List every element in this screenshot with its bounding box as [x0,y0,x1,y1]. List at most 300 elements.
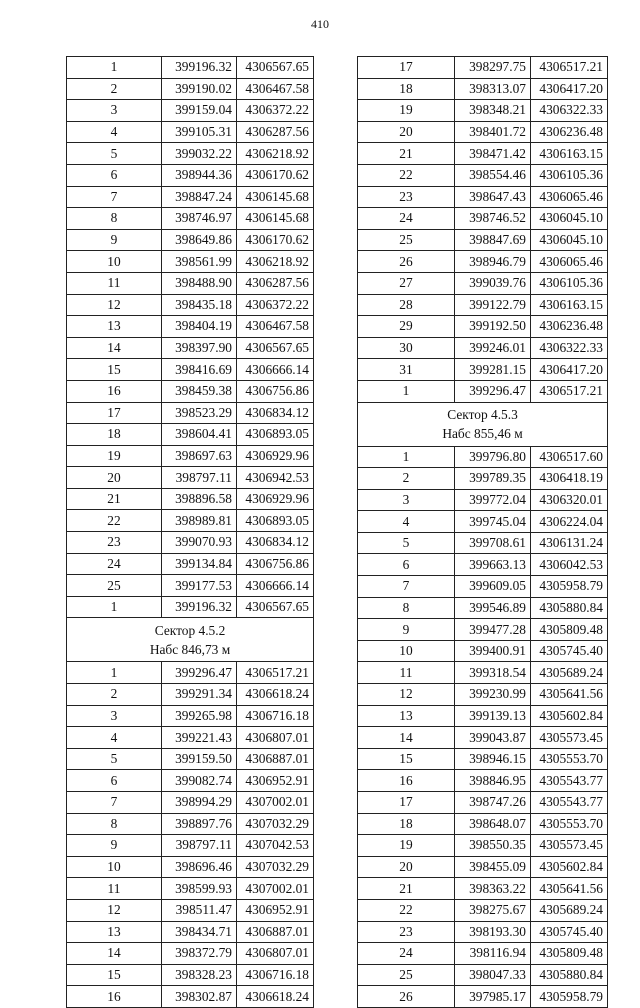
x-coordinate-cell: 399190.02 [162,78,237,100]
point-number-cell: 2 [67,684,162,706]
x-coordinate-cell: 399400.91 [455,640,531,662]
table-row [67,380,314,402]
x-coordinate-cell: 399032.22 [162,143,237,165]
y-coordinate-cell: 4306065.46 [531,251,608,273]
x-coordinate-cell: 399082.74 [162,770,237,792]
point-number-cell: 14 [67,943,162,965]
x-coordinate-cell: 398435.18 [162,294,237,316]
x-coordinate-cell: 398846.95 [455,770,531,792]
y-coordinate-cell: 4306105.36 [531,272,608,294]
x-coordinate-cell: 398401.72 [455,121,531,143]
table-row [67,748,314,770]
y-coordinate-cell: 4306170.62 [237,164,314,186]
x-coordinate-cell: 398404.19 [162,316,237,338]
x-coordinate-cell: 398416.69 [162,359,237,381]
y-coordinate-cell: 4306045.10 [531,229,608,251]
x-coordinate-cell: 399609.05 [455,576,531,598]
y-coordinate-cell: 4305880.84 [531,597,608,619]
y-coordinate-cell: 4305543.77 [531,770,608,792]
x-coordinate-cell: 398363.22 [455,878,531,900]
y-coordinate-cell: 4307032.29 [237,856,314,878]
y-coordinate-cell: 4306756.86 [237,380,314,402]
y-coordinate-cell: 4306893.05 [237,424,314,446]
table-row [358,100,608,122]
point-number-cell: 25 [358,229,455,251]
table-row [67,272,314,294]
table-row [67,445,314,467]
point-number-cell: 10 [358,640,455,662]
y-coordinate-cell: 4306929.96 [237,488,314,510]
x-coordinate-cell: 399070.93 [162,532,237,554]
table-row [67,770,314,792]
y-coordinate-cell: 4306618.24 [237,684,314,706]
point-number-cell: 24 [358,943,455,965]
table-row [67,294,314,316]
x-coordinate-cell: 399246.01 [455,337,531,359]
table-row [358,359,608,381]
point-number-cell: 2 [67,78,162,100]
x-coordinate-cell: 398897.76 [162,813,237,835]
table-row [67,424,314,446]
y-coordinate-cell: 4306131.24 [531,532,608,554]
x-coordinate-cell: 398047.33 [455,964,531,986]
table-row [358,684,608,706]
y-coordinate-cell: 4306065.46 [531,186,608,208]
table-row [358,748,608,770]
point-number-cell: 3 [67,100,162,122]
y-coordinate-cell: 4305573.45 [531,835,608,857]
table-row [358,272,608,294]
y-coordinate-cell: 4306893.05 [237,510,314,532]
y-coordinate-cell: 4306807.01 [237,727,314,749]
table-row [358,337,608,359]
point-number-cell: 22 [67,510,162,532]
table-row [358,640,608,662]
x-coordinate-cell: 399708.61 [455,532,531,554]
x-coordinate-cell: 398488.90 [162,272,237,294]
y-coordinate-cell: 4306145.68 [237,208,314,230]
point-number-cell: 24 [67,553,162,575]
point-number-cell: 22 [358,164,455,186]
table-row [67,878,314,900]
y-coordinate-cell: 4306834.12 [237,532,314,554]
x-coordinate-cell: 398604.41 [162,424,237,446]
table-row [67,813,314,835]
point-number-cell: 27 [358,272,455,294]
y-coordinate-cell: 4305573.45 [531,727,608,749]
table-row [67,229,314,251]
y-coordinate-cell: 4306218.92 [237,251,314,273]
point-number-cell: 1 [67,596,162,618]
table-row [358,943,608,965]
point-number-cell: 6 [358,554,455,576]
x-coordinate-cell: 398746.97 [162,208,237,230]
x-coordinate-cell: 398471.42 [455,143,531,165]
x-coordinate-cell: 398297.75 [455,57,531,79]
point-number-cell: 7 [67,792,162,814]
y-coordinate-cell: 4305641.56 [531,878,608,900]
table-row [358,511,608,533]
table-row [67,835,314,857]
table-row [358,727,608,749]
y-coordinate-cell: 4306567.65 [237,596,314,618]
table-row [358,143,608,165]
point-number-cell: 4 [67,121,162,143]
table-row [67,921,314,943]
point-number-cell: 9 [358,619,455,641]
table-row [67,792,314,814]
x-coordinate-cell: 399281.15 [455,359,531,381]
point-number-cell: 30 [358,337,455,359]
x-coordinate-cell: 398797.11 [162,467,237,489]
point-number-cell: 5 [67,748,162,770]
point-number-cell: 21 [358,143,455,165]
y-coordinate-cell: 4305809.48 [531,619,608,641]
table-row [358,186,608,208]
table-row [358,554,608,576]
point-number-cell: 23 [358,921,455,943]
y-coordinate-cell: 4306042.53 [531,554,608,576]
table-row [358,964,608,986]
y-coordinate-cell: 4306952.91 [237,899,314,921]
y-coordinate-cell: 4306224.04 [531,511,608,533]
point-number-cell: 25 [67,575,162,597]
y-coordinate-cell: 4305602.84 [531,705,608,727]
y-coordinate-cell: 4306517.21 [237,662,314,684]
x-coordinate-cell: 398896.58 [162,488,237,510]
point-number-cell: 12 [358,684,455,706]
table-row [67,402,314,424]
point-number-cell: 9 [67,229,162,251]
table-row [358,294,608,316]
x-coordinate-cell: 398946.15 [455,748,531,770]
x-coordinate-cell: 399745.04 [455,511,531,533]
x-coordinate-cell: 398989.81 [162,510,237,532]
sector-header [67,618,314,662]
table-row [358,532,608,554]
x-coordinate-cell: 398348.21 [455,100,531,122]
coordinates-table-right [357,56,608,1008]
point-number-cell: 19 [358,100,455,122]
point-number-cell: 1 [67,57,162,79]
point-number-cell: 23 [67,532,162,554]
x-coordinate-cell: 399105.31 [162,121,237,143]
table-row [67,964,314,986]
x-coordinate-cell: 398797.11 [162,835,237,857]
point-number-cell: 7 [358,576,455,598]
x-coordinate-cell: 399122.79 [455,294,531,316]
x-coordinate-cell: 398561.99 [162,251,237,273]
table-row [358,208,608,230]
sector-title: Сектор 4.5.2 [154,622,226,638]
y-coordinate-cell: 4306320.01 [531,489,608,511]
point-number-cell: 16 [67,380,162,402]
point-number-cell: 8 [67,208,162,230]
point-number-cell: 11 [67,878,162,900]
table-row [67,986,314,1008]
y-coordinate-cell: 4305745.40 [531,640,608,662]
x-coordinate-cell: 398599.93 [162,878,237,900]
x-coordinate-cell: 399221.43 [162,727,237,749]
x-coordinate-cell: 399196.32 [162,596,237,618]
point-number-cell: 14 [67,337,162,359]
y-coordinate-cell: 4306666.14 [237,575,314,597]
table-row [358,856,608,878]
x-coordinate-cell: 398747.26 [455,792,531,814]
sector-header-row [67,618,314,662]
table-row [67,662,314,684]
table-row [67,553,314,575]
point-number-cell: 16 [67,986,162,1008]
x-coordinate-cell: 398697.63 [162,445,237,467]
point-number-cell: 24 [358,208,455,230]
table-row [358,921,608,943]
point-number-cell: 4 [358,511,455,533]
point-number-cell: 10 [67,856,162,878]
y-coordinate-cell: 4306417.20 [531,359,608,381]
y-coordinate-cell: 4306716.18 [237,705,314,727]
y-coordinate-cell: 4306418.19 [531,468,608,490]
point-number-cell: 11 [358,662,455,684]
table-row [358,986,608,1008]
y-coordinate-cell: 4305553.70 [531,748,608,770]
y-coordinate-cell: 4306887.01 [237,748,314,770]
point-number-cell: 15 [67,964,162,986]
y-coordinate-cell: 4306942.53 [237,467,314,489]
table-row [67,100,314,122]
point-number-cell: 25 [358,964,455,986]
point-number-cell: 28 [358,294,455,316]
y-coordinate-cell: 4306287.56 [237,272,314,294]
y-coordinate-cell: 4306887.01 [237,921,314,943]
x-coordinate-cell: 398193.30 [455,921,531,943]
point-number-cell: 21 [67,488,162,510]
y-coordinate-cell: 4306287.56 [237,121,314,143]
x-coordinate-cell: 398648.07 [455,813,531,835]
x-coordinate-cell: 399159.04 [162,100,237,122]
x-coordinate-cell: 399039.76 [455,272,531,294]
x-coordinate-cell: 398397.90 [162,337,237,359]
x-coordinate-cell: 399772.04 [455,489,531,511]
point-number-cell: 17 [358,792,455,814]
table-row [358,792,608,814]
table-row [67,575,314,597]
y-coordinate-cell: 4305553.70 [531,813,608,835]
point-number-cell: 26 [358,251,455,273]
y-coordinate-cell: 4306929.96 [237,445,314,467]
table-row [67,705,314,727]
table-row [67,899,314,921]
point-number-cell: 19 [358,835,455,857]
y-coordinate-cell: 4306517.60 [531,446,608,468]
x-coordinate-cell: 398372.79 [162,943,237,965]
x-coordinate-cell: 398275.67 [455,899,531,921]
x-coordinate-cell: 398847.69 [455,229,531,251]
coordinates-table-left [66,56,314,1008]
table-row [358,597,608,619]
y-coordinate-cell: 4306163.15 [531,294,608,316]
y-coordinate-cell: 4305880.84 [531,964,608,986]
y-coordinate-cell: 4306322.33 [531,100,608,122]
x-coordinate-cell: 399230.99 [455,684,531,706]
point-number-cell: 13 [67,921,162,943]
x-coordinate-cell: 398647.43 [455,186,531,208]
x-coordinate-cell: 398116.94 [455,943,531,965]
table-row [67,727,314,749]
x-coordinate-cell: 398696.46 [162,856,237,878]
x-coordinate-cell: 399318.54 [455,662,531,684]
y-coordinate-cell: 4306170.62 [237,229,314,251]
table-row [67,488,314,510]
table-row [358,770,608,792]
x-coordinate-cell: 399177.53 [162,575,237,597]
y-coordinate-cell: 4306045.10 [531,208,608,230]
table-row [67,208,314,230]
y-coordinate-cell: 4306417.20 [531,78,608,100]
y-coordinate-cell: 4307002.01 [237,878,314,900]
table-row [358,813,608,835]
x-coordinate-cell: 398455.09 [455,856,531,878]
y-coordinate-cell: 4305543.77 [531,792,608,814]
y-coordinate-cell: 4307042.53 [237,835,314,857]
table-row [67,57,314,79]
sector-title: Сектор 4.5.3 [447,407,518,422]
sector-height: Набс 846,73 м [149,641,231,657]
point-number-cell: 8 [67,813,162,835]
point-number-cell: 3 [358,489,455,511]
table-row [67,337,314,359]
y-coordinate-cell: 4306372.22 [237,100,314,122]
table-row [358,489,608,511]
point-number-cell: 19 [67,445,162,467]
table-row [67,316,314,338]
table-row [67,596,314,618]
table-row [67,251,314,273]
point-number-cell: 18 [358,78,455,100]
table-row [358,78,608,100]
y-coordinate-cell: 4305602.84 [531,856,608,878]
point-number-cell: 9 [67,835,162,857]
table-row [358,251,608,273]
point-number-cell: 6 [67,770,162,792]
y-coordinate-cell: 4306567.65 [237,57,314,79]
table-row [358,899,608,921]
point-number-cell: 13 [358,705,455,727]
point-number-cell: 1 [67,662,162,684]
x-coordinate-cell: 399296.47 [455,380,531,402]
y-coordinate-cell: 4306567.65 [237,337,314,359]
point-number-cell: 12 [67,899,162,921]
table-row [67,359,314,381]
table-row [358,705,608,727]
x-coordinate-cell: 398946.79 [455,251,531,273]
x-coordinate-cell: 399296.47 [162,662,237,684]
x-coordinate-cell: 399265.98 [162,705,237,727]
point-number-cell: 17 [358,57,455,79]
point-number-cell: 26 [358,986,455,1008]
y-coordinate-cell: 4306952.91 [237,770,314,792]
table-row [358,380,608,402]
x-coordinate-cell: 399796.80 [455,446,531,468]
x-coordinate-cell: 399139.13 [455,705,531,727]
y-coordinate-cell: 4306666.14 [237,359,314,381]
table-row [358,835,608,857]
x-coordinate-cell: 399159.50 [162,748,237,770]
y-coordinate-cell: 4305958.79 [531,986,608,1008]
point-number-cell: 31 [358,359,455,381]
x-coordinate-cell: 399291.34 [162,684,237,706]
point-number-cell: 12 [67,294,162,316]
point-number-cell: 3 [67,705,162,727]
x-coordinate-cell: 398523.29 [162,402,237,424]
x-coordinate-cell: 399192.50 [455,316,531,338]
y-coordinate-cell: 4306467.58 [237,316,314,338]
point-number-cell: 8 [358,597,455,619]
table-row [358,57,608,79]
y-coordinate-cell: 4306218.92 [237,143,314,165]
y-coordinate-cell: 4306236.48 [531,316,608,338]
x-coordinate-cell: 398746.52 [455,208,531,230]
x-coordinate-cell: 398434.71 [162,921,237,943]
y-coordinate-cell: 4307002.01 [237,792,314,814]
x-coordinate-cell: 399663.13 [455,554,531,576]
point-number-cell: 15 [67,359,162,381]
table-row [67,684,314,706]
page-number: 410 [311,17,329,31]
y-coordinate-cell: 4306236.48 [531,121,608,143]
point-number-cell: 5 [358,532,455,554]
table-row [358,468,608,490]
point-number-cell: 14 [358,727,455,749]
y-coordinate-cell: 4305689.24 [531,662,608,684]
table-row [67,856,314,878]
x-coordinate-cell: 397985.17 [455,986,531,1008]
x-coordinate-cell: 398511.47 [162,899,237,921]
x-coordinate-cell: 398302.87 [162,986,237,1008]
table-row [358,446,608,468]
y-coordinate-cell: 4306163.15 [531,143,608,165]
point-number-cell: 18 [67,424,162,446]
point-number-cell: 22 [358,899,455,921]
y-coordinate-cell: 4306467.58 [237,78,314,100]
sector-header-row [358,402,608,446]
y-coordinate-cell: 4306145.68 [237,186,314,208]
y-coordinate-cell: 4307032.29 [237,813,314,835]
sector-height: Набс 855,46 м [442,426,523,441]
point-number-cell: 2 [358,468,455,490]
table-row [358,229,608,251]
point-number-cell: 13 [67,316,162,338]
point-number-cell: 10 [67,251,162,273]
point-number-cell: 7 [67,186,162,208]
point-number-cell: 21 [358,878,455,900]
y-coordinate-cell: 4306105.36 [531,164,608,186]
table-row [67,510,314,532]
table-row [67,467,314,489]
x-coordinate-cell: 398313.07 [455,78,531,100]
y-coordinate-cell: 4306618.24 [237,986,314,1008]
y-coordinate-cell: 4305641.56 [531,684,608,706]
x-coordinate-cell: 399134.84 [162,553,237,575]
point-number-cell: 11 [67,272,162,294]
point-number-cell: 17 [67,402,162,424]
x-coordinate-cell: 398550.35 [455,835,531,857]
table-row [358,576,608,598]
point-number-cell: 1 [358,380,455,402]
y-coordinate-cell: 4306372.22 [237,294,314,316]
x-coordinate-cell: 398944.36 [162,164,237,186]
table-row [358,316,608,338]
